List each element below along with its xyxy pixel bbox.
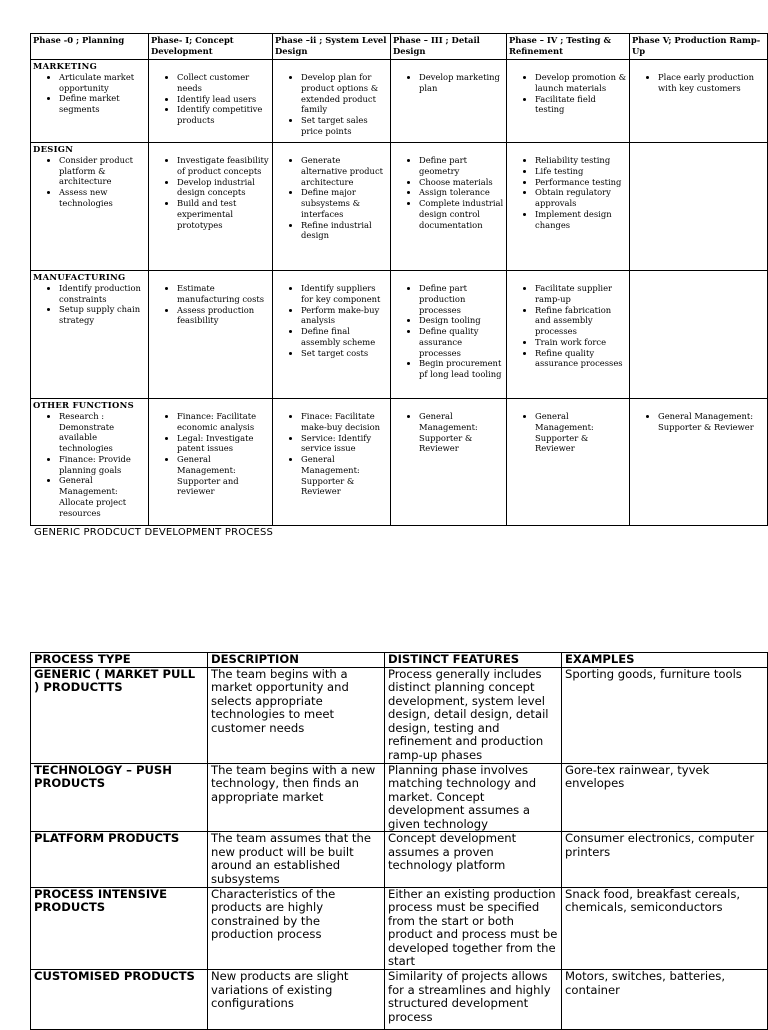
activity-list xyxy=(632,72,765,94)
examples-cell: Gore-tex rainwear, tyvek envelopes xyxy=(562,763,768,832)
phase-activity-cell xyxy=(273,271,391,399)
phase-activity-cell xyxy=(273,60,391,143)
examples-cell: Snack food, breakfast cereals, chemicals, semiconductors xyxy=(562,887,768,969)
examples-cell: Consumer electronics, computer printers xyxy=(562,832,768,887)
activity-item: • Develop plan for product options & extended product family xyxy=(301,72,388,115)
activity-item: • General Management: Supporter & Reviewer xyxy=(301,454,388,497)
activity-list xyxy=(275,283,388,358)
activity-list xyxy=(509,283,627,369)
features-cell: Process generally includes distinct planning concept development, system level design, detail design, detail design, testing and refinement and production ramp-up phases xyxy=(385,667,562,763)
features-cell: Planning phase involves matching technology and market. Concept development assumes a given technology xyxy=(385,763,562,832)
activity-list xyxy=(509,72,627,115)
activity-list xyxy=(275,72,388,137)
activity-list xyxy=(33,283,146,326)
phase-activity-cell xyxy=(507,271,630,399)
manufacturing-row xyxy=(31,271,768,399)
activity-list xyxy=(33,155,146,209)
activity-item: • Build and test experimental prototypes xyxy=(177,198,270,230)
activity-list xyxy=(33,72,146,115)
activity-item: • General Management: Supporter & Reviewer xyxy=(535,411,627,454)
marketing-row xyxy=(31,60,768,143)
activity-list xyxy=(393,72,504,94)
activity-item: • General Management: Supporter & Reviewer xyxy=(658,411,765,433)
activity-item: • Performance testing xyxy=(535,177,627,188)
activity-item: • Refine fabrication and assembly processes xyxy=(535,305,627,337)
activity-item: • Identify competitive products xyxy=(177,104,270,126)
activity-item: • Define part geometry xyxy=(419,155,504,177)
activity-list xyxy=(393,411,504,454)
process-type-cell: CUSTOMISED PRODUCTS xyxy=(31,969,208,1029)
phase-header: Phase- I; Concept Development xyxy=(149,34,273,60)
description-cell: The team begins with a market opportunity and selects appropriate technologies to meet customer needs xyxy=(208,667,385,763)
phase-header: Phase -0 ; Planning xyxy=(31,34,149,60)
activity-item: • Choose materials xyxy=(419,177,504,188)
phase-activity-cell xyxy=(391,60,507,143)
activity-item: • Assign tolerance xyxy=(419,187,504,198)
process-row xyxy=(31,667,768,763)
column-header: DESCRIPTION xyxy=(208,653,385,668)
process-type-cell: PROCESS INTENSIVE PRODUCTS xyxy=(31,887,208,969)
examples-cell: Sporting goods, furniture tools xyxy=(562,667,768,763)
activity-list xyxy=(151,411,270,497)
activity-item: • Assess new technologies xyxy=(59,187,146,209)
activity-item: • Define final assembly scheme xyxy=(301,326,388,348)
activity-item: • Refine industrial design xyxy=(301,220,388,242)
activity-item: • Facilitate field testing xyxy=(535,94,627,116)
phase-header: Phase – IV ; Testing & Refinement xyxy=(507,34,630,60)
column-header: PROCESS TYPE xyxy=(31,653,208,668)
activity-list xyxy=(393,155,504,230)
phase-activity-cell xyxy=(149,271,273,399)
design-row xyxy=(31,143,768,271)
activity-item: • Reliability testing xyxy=(535,155,627,166)
activity-list xyxy=(632,411,765,433)
section-title: MARKETING xyxy=(33,61,98,71)
activity-item: • Identify production constraints xyxy=(59,283,146,305)
phase-activity-cell xyxy=(630,60,768,143)
activity-item: • Consider product platform & architecture xyxy=(59,155,146,187)
phase-activity-cell xyxy=(391,143,507,271)
activity-item: • Collect customer needs xyxy=(177,72,270,94)
activity-item: • General Management: Supporter and reviewer xyxy=(177,454,270,497)
column-header: DISTINCT FEATURES xyxy=(385,653,562,668)
activity-item: • Define part production processes xyxy=(419,283,504,315)
process-type-cell: GENERIC ( MARKET PULL ) PRODUCTTS xyxy=(31,667,208,763)
phase-activity-cell xyxy=(507,399,630,526)
process-header-row xyxy=(31,653,768,668)
process-type-cell: TECHNOLOGY – PUSH PRODUCTS xyxy=(31,763,208,832)
activity-item: • Refine quality assurance processes xyxy=(535,348,627,370)
activity-item: • Obtain regulatory approvals xyxy=(535,187,627,209)
phase-header-row xyxy=(31,34,768,60)
description-cell: The team begins with a new technology, then finds an appropriate market xyxy=(208,763,385,832)
phase-activity-cell xyxy=(630,399,768,526)
phase-activity-cell xyxy=(273,143,391,271)
phase-activity-cell xyxy=(31,271,149,399)
activity-item: • Generate alternative product architecture xyxy=(301,155,388,187)
activity-list xyxy=(33,411,146,519)
activity-item: • Legal: Investigate patent issues xyxy=(177,433,270,455)
activity-list xyxy=(509,411,627,454)
activity-item: • Develop promotion & launch materials xyxy=(535,72,627,94)
features-cell: Either an existing production process must be specified from the start or both product and process must be developed together from the start xyxy=(385,887,562,969)
activity-item: • Define market segments xyxy=(59,93,146,115)
process-row xyxy=(31,969,768,1029)
examples-cell: Motors, switches, batteries, container xyxy=(562,969,768,1029)
phase-activity-cell xyxy=(31,399,149,526)
phase-activity-cell xyxy=(630,271,768,399)
table-caption: GENERIC PRODCUCT DEVELOPMENT PROCESS xyxy=(34,527,274,538)
section-title: DESIGN xyxy=(33,144,74,154)
phase-activity-cell xyxy=(630,143,768,271)
phase-activity-cell xyxy=(507,143,630,271)
activity-item: • Set target costs xyxy=(301,348,388,359)
activity-item: • Implement design changes xyxy=(535,209,627,231)
activity-item: • Assess production feasibility xyxy=(177,305,270,327)
activity-item: • Identify lead users xyxy=(177,94,270,105)
phase-header: Phase V; Production Ramp-Up xyxy=(630,34,768,60)
features-cell: Similarity of projects allows for a streamlines and highly structured development process xyxy=(385,969,562,1029)
process-row xyxy=(31,763,768,832)
phase-activity-cell xyxy=(391,271,507,399)
activity-item: • Place early production with key customers xyxy=(658,72,765,94)
activity-list xyxy=(393,283,504,380)
process-types-table xyxy=(30,652,768,1030)
activity-list xyxy=(509,155,627,230)
phase-activity-cell xyxy=(507,60,630,143)
activity-item: • Finance: Facilitate economic analysis xyxy=(177,411,270,433)
activity-item: • Setup supply chain strategy xyxy=(59,304,146,326)
activity-item: • Design tooling xyxy=(419,315,504,326)
activity-item: • General Management: Supporter & Reviewer xyxy=(419,411,504,454)
activity-item: • General Management: Allocate project resources xyxy=(59,475,146,518)
phase-activity-cell xyxy=(31,143,149,271)
section-title: MANUFACTURING xyxy=(33,272,126,282)
activity-item: • Research : Demonstrate available technologies xyxy=(59,411,146,454)
activity-list xyxy=(151,72,270,126)
phase-activity-cell xyxy=(391,399,507,526)
activity-item: • Finance: Provide planning goals xyxy=(59,454,146,476)
features-cell: Concept development assumes a proven technology platform xyxy=(385,832,562,887)
other-functions-row xyxy=(31,399,768,526)
phase-activities-table xyxy=(30,33,768,526)
process-type-cell: PLATFORM PRODUCTS xyxy=(31,832,208,887)
phase-activity-cell xyxy=(31,60,149,143)
activity-item: • Begin procurement pf long lead tooling xyxy=(419,358,504,380)
process-row xyxy=(31,832,768,887)
activity-item: • Complete industrial design control documentation xyxy=(419,198,504,230)
activity-item: • Estimate manufacturing costs xyxy=(177,283,270,305)
activity-item: • Facilitate supplier ramp-up xyxy=(535,283,627,305)
activity-list xyxy=(275,155,388,241)
activity-list xyxy=(151,155,270,230)
activity-item: • Develop industrial design concepts xyxy=(177,177,270,199)
section-title: OTHER FUNCTIONS xyxy=(33,400,134,410)
phase-activity-cell xyxy=(149,60,273,143)
description-cell: The team assumes that the new product will be built around an established subsystems xyxy=(208,832,385,887)
phase-header: Phase – III ; Detail Design xyxy=(391,34,507,60)
description-cell: New products are slight variations of existing configurations xyxy=(208,969,385,1029)
activity-item: • Train work force xyxy=(535,337,627,348)
phase-header: Phase –ii ; System Level Design xyxy=(273,34,391,60)
activity-item: • Define major subsystems & interfaces xyxy=(301,187,388,219)
phase-activity-cell xyxy=(149,399,273,526)
activity-item: • Finace: Facilitate make-buy decision xyxy=(301,411,388,433)
phase-activity-cell xyxy=(273,399,391,526)
activity-item: • Perform make-buy analysis xyxy=(301,305,388,327)
activity-item: • Set target sales price points xyxy=(301,115,388,137)
activity-item: • Identify suppliers for key component xyxy=(301,283,388,305)
activity-item: • Articulate market opportunity xyxy=(59,72,146,94)
activity-item: • Life testing xyxy=(535,166,627,177)
activity-item: • Investigate feasibility of product concepts xyxy=(177,155,270,177)
activity-list xyxy=(151,283,270,326)
phase-activity-cell xyxy=(149,143,273,271)
process-row xyxy=(31,887,768,969)
activity-item: • Develop marketing plan xyxy=(419,72,504,94)
description-cell: Characteristics of the products are highly constrained by the production process xyxy=(208,887,385,969)
activity-item: • Service: Identify service issue xyxy=(301,433,388,455)
column-header: EXAMPLES xyxy=(562,653,768,668)
activity-list xyxy=(275,411,388,497)
activity-item: • Define quality assurance processes xyxy=(419,326,504,358)
